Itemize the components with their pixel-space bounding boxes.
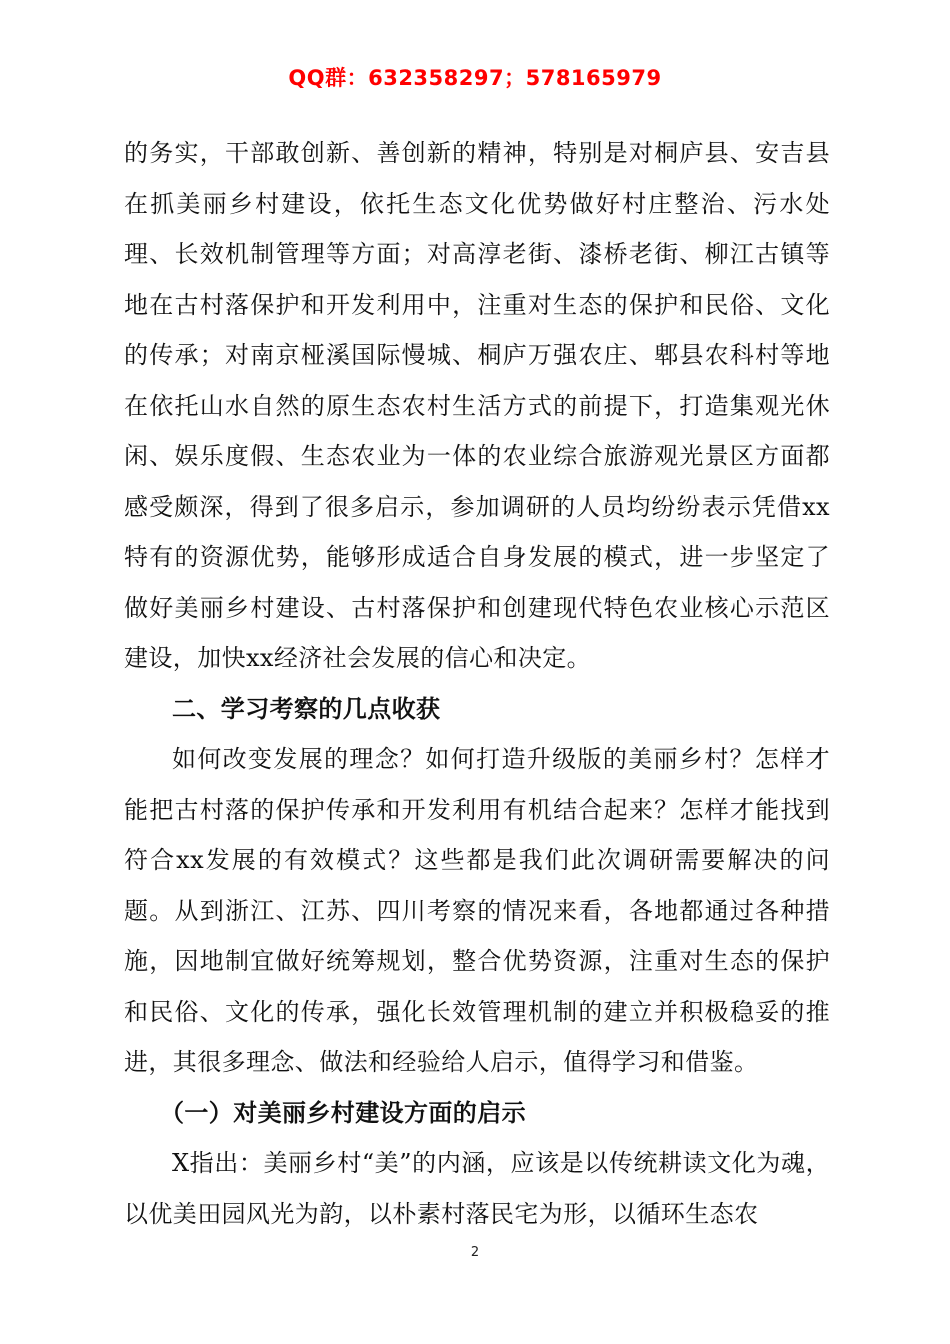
document-body [124, 128, 830, 1239]
header-contact: QQ群：632358297；578165979 [288, 66, 662, 90]
body-paragraph: 的务实，干部敢创新、善创新的精神，特别是对桐庐县、安吉县在抓美丽乡村建设，依托生态文化优势做好村庄整治、污水处理、长效机制管理等方面；对高淳老街、漆桥老街、柳江古镇等地在古村落保护和开发利用中，注重对生态的保护和民俗、文化的传承；对南京桠溪国际慢城、桐庐万强农庄、郫县农科村等地在依托山水自然的原生态农村生活方式的前提下，打造集观光休闲、娱乐度假、生态农业为一体的农业综合旅游观光景区方面都感受颇深，得到了很多启示，参加调研的人员均纷纷表示凭借xx特有的资源优势，能够形成适合自身发展的模式，进一步坚定了做好美丽乡村建设、古村落保护和创建现代特色农业核心示范区建设，加快xx经济社会发展的信心和决定。 [124, 139, 830, 672]
page-number: 2 [470, 1245, 480, 1260]
body-paragraph: 如何改变发展的理念？如何打造升级版的美丽乡村？怎样才能把古村落的保护传承和开发利用有机结合起来？怎样才能找到符合xx发展的有效模式？这些都是我们此次调研需要解决的问题。从到浙江、江苏、四川考察的情况来看，各地都通过各种措施，因地制宜做好统筹规划，整合优势资源，注重对生态的保护和民俗、文化的传承，强化长效管理机制的建立并积极稳妥的推进，其很多理念、做法和经验给人启示，值得学习和借鉴。 [124, 745, 830, 1076]
subsection-heading: （一）对美丽乡村建设方面的启示 [160, 1098, 526, 1127]
section-heading: 二、学习考察的几点收获 [172, 694, 441, 723]
body-paragraph: X指出：美丽乡村“美”的内涵，应该是以传统耕读文化为魂，以优美田园风光为韵，以朴素村落民宅为形，以循环生态农 [124, 1149, 830, 1228]
